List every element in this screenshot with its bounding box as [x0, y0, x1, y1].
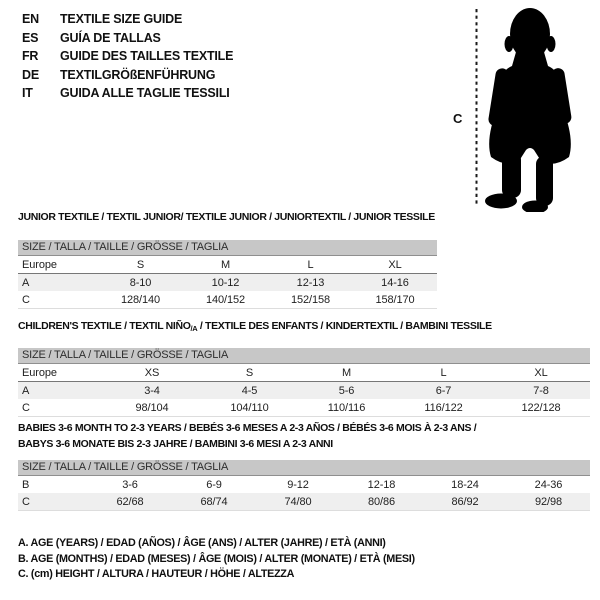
size-value: XS	[103, 364, 201, 382]
table-row	[18, 382, 590, 400]
size-value: L	[268, 256, 353, 274]
row-label: C	[22, 495, 30, 508]
children-size-table	[18, 364, 590, 417]
table-row	[18, 291, 437, 309]
size-value: M	[183, 256, 268, 274]
lang-code: DE	[22, 67, 39, 82]
size-header-bar: SIZE / TALLA / TAILLE / GRÖSSE / TAGLIA	[18, 460, 590, 476]
note-age-months: B. AGE (MONTHS) / EDAD (MESES) / ÂGE (MOIS) / ALTER (MONATE) / ETÀ (MESI)	[18, 552, 415, 565]
lang-row-de	[22, 66, 233, 85]
size-value: 122/128	[521, 401, 561, 414]
row-label: Europe	[18, 256, 98, 274]
title-line-1: BABIES 3-6 MONTH TO 2-3 YEARS / BEBÉS 3-6 MESES A 2-3 AÑOS / BÉBÉS 3-6 MOIS À 2-3 ANS /	[18, 422, 477, 434]
size-value: S	[201, 364, 298, 382]
lang-code: IT	[22, 86, 33, 101]
table-row	[18, 256, 437, 274]
size-value: 12-13	[296, 276, 325, 289]
children-size-table-section	[18, 348, 590, 417]
table-row	[18, 493, 590, 511]
size-value: 74/80	[284, 495, 312, 508]
size-value: 7-8	[533, 384, 549, 397]
size-value: 4-5	[241, 384, 258, 397]
table-row	[18, 399, 590, 417]
size-value: 86/92	[451, 495, 479, 508]
row-label: Europe	[18, 364, 103, 382]
junior-table-title: JUNIOR TEXTILE / TEXTIL JUNIOR/ TEXTILE JUNIOR / JUNIORTEXTIL / JUNIOR TESSILE	[18, 211, 435, 223]
size-value: 98/104	[135, 401, 169, 414]
size-value: 152/158	[290, 293, 331, 306]
language-title-block	[22, 10, 233, 103]
table-row	[18, 364, 590, 382]
size-value: 80/86	[367, 495, 396, 508]
junior-size-table-section	[18, 240, 437, 309]
size-value: 68/74	[200, 495, 228, 508]
size-value: 3-4	[144, 384, 160, 397]
title-line-2: BABYS 3-6 MONATE BIS 2-3 JAHRE / BAMBINI 3-6 MESI A 2-3 ANNI	[18, 437, 333, 450]
lang-label: GUÍA DE TALLAS	[60, 30, 161, 45]
row-label: A	[22, 276, 30, 289]
size-value: L	[395, 364, 492, 382]
row-label: C	[22, 293, 30, 306]
lang-row-en	[22, 10, 233, 29]
lang-code: FR	[22, 49, 39, 64]
lang-label: GUIDE DES TAILLES TEXTILE	[60, 49, 234, 64]
size-value: 9-12	[287, 478, 309, 491]
size-value: 18-24	[451, 478, 479, 491]
lang-label: TEXTILGRÖßENFÜHRUNG	[60, 67, 216, 82]
babies-size-table-section	[18, 460, 590, 511]
note-age-years: A. AGE (YEARS) / EDAD (AÑOS) / ÂGE (ANS) / ALTER (JAHRE) / ETÀ (ANNI)	[18, 537, 386, 549]
height-figure	[450, 4, 590, 212]
height-measure-label: C	[453, 111, 463, 126]
junior-size-table	[18, 256, 437, 309]
size-value: XL	[492, 364, 590, 382]
lang-label: GUIDA ALLE TAGLIE TESSILI	[60, 86, 230, 101]
row-label: A	[22, 384, 30, 397]
size-value: 158/170	[375, 293, 415, 306]
table-row	[18, 274, 437, 292]
size-value: M	[298, 364, 395, 382]
baby-silhouette-icon	[485, 8, 572, 212]
babies-table-title	[18, 421, 593, 452]
size-value: 12-18	[367, 478, 396, 491]
lang-code: ES	[22, 30, 39, 45]
size-value: 62/68	[116, 495, 144, 508]
size-value: 8-10	[129, 276, 152, 289]
lang-code: EN	[22, 12, 39, 26]
size-value: 140/152	[205, 293, 246, 306]
size-value: 116/122	[424, 401, 463, 414]
size-header-bar: SIZE / TALLA / TAILLE / GRÖSSE / TAGLIA	[18, 348, 590, 364]
title-subscript: /A	[190, 324, 198, 333]
size-value: 6-7	[435, 384, 452, 397]
size-value: 10-12	[211, 276, 240, 289]
title-text: CHILDREN'S TEXTILE / TEXTIL NIÑO	[18, 320, 191, 332]
table-row	[18, 476, 590, 493]
babies-size-table	[18, 476, 590, 511]
size-value: XL	[353, 256, 437, 274]
size-value: 92/98	[534, 495, 563, 508]
legend-notes	[18, 536, 415, 583]
lang-label: TEXTILE SIZE GUIDE	[60, 12, 183, 26]
lang-row-fr	[22, 47, 233, 66]
size-value: 5-6	[338, 384, 355, 397]
size-value: 14-16	[381, 276, 409, 289]
size-value: S	[98, 256, 183, 274]
size-value: 104/110	[230, 401, 269, 414]
title-text: / TEXTILE DES ENFANTS / KINDERTEXTIL / BAMBINI TESSILE	[197, 320, 492, 332]
lang-row-it	[22, 84, 233, 103]
size-value: 6-9	[206, 478, 222, 491]
size-value: 24-36	[534, 478, 563, 491]
size-value: 3-6	[122, 478, 138, 491]
size-value: 128/140	[120, 293, 161, 306]
size-header-bar: SIZE / TALLA / TAILLE / GRÖSSE / TAGLIA	[18, 240, 437, 256]
lang-row-es	[22, 29, 233, 48]
children-table-title	[18, 320, 492, 333]
row-label: B	[22, 478, 30, 491]
row-label: C	[22, 401, 30, 414]
size-value: 110/116	[327, 401, 366, 414]
note-height-cm: C. (cm) HEIGHT / ALTURA / HAUTEUR / HÖHE / ALTEZZA	[18, 568, 295, 581]
